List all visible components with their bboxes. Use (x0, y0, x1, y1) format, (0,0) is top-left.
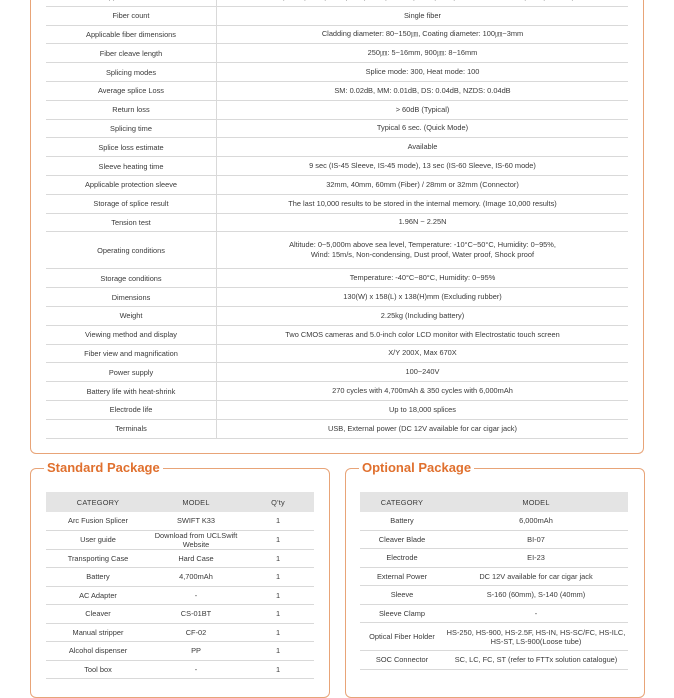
spec-value: Splice mode: 300, Heat mode: 100 (217, 63, 629, 82)
table-cell: 1 (242, 586, 314, 605)
column-header: MODEL (444, 492, 628, 512)
spec-label: Operating conditions (46, 232, 217, 269)
table-cell: - (150, 660, 242, 679)
spec-label: Power supply (46, 363, 217, 382)
spec-row (46, 419, 628, 438)
optional-package-title: Optional Package (359, 460, 474, 475)
table-cell: 1 (242, 549, 314, 568)
table-cell: DC 12V available for car cigar jack (444, 567, 628, 586)
spec-row (46, 194, 628, 213)
spec-value: 130(W) x 158(L) x 138(H)mm (Excluding rubber) (217, 288, 629, 307)
table-row (360, 530, 628, 549)
spec-row (46, 119, 628, 138)
table-cell: User guide (46, 530, 150, 549)
spec-label: Splice loss estimate (46, 138, 217, 157)
column-header: CATEGORY (46, 492, 150, 512)
table-cell: 1 (242, 568, 314, 587)
spec-label: Sleeve heating time (46, 157, 217, 176)
spec-row (46, 213, 628, 232)
table-cell: Sleeve (360, 586, 444, 605)
table-cell: Alcohol dispenser (46, 642, 150, 661)
table-cell: Arc Fusion Splicer (46, 512, 150, 530)
spec-row (46, 400, 628, 419)
table-row (46, 660, 314, 679)
table-cell: Cleaver Blade (360, 530, 444, 549)
table-cell: - (150, 586, 242, 605)
table-cell: SWIFT K33 (150, 512, 242, 530)
table-cell: 1 (242, 642, 314, 661)
spec-label: Viewing method and display (46, 325, 217, 344)
spec-row (46, 44, 628, 63)
spec-row (46, 306, 628, 325)
table-cell: 1 (242, 512, 314, 530)
table-cell: BI-07 (444, 530, 628, 549)
spec-row (46, 175, 628, 194)
spec-value: 100~240V (217, 363, 629, 382)
table-cell: HS-250, HS-900, HS-2.5F, HS-IN, HS-SC/FC, HS-ILC, HS-ST, LS-900(Loose tube) (444, 623, 628, 651)
spec-value: Available (217, 138, 629, 157)
spec-row (46, 100, 628, 119)
table-cell: 4,700mAh (150, 568, 242, 587)
spec-value-line: Altitude: 0~5,000m above sea level, Temperature: -10°C~50°C, Humidity: 0~95%, (289, 240, 556, 250)
spec-row (46, 157, 628, 176)
table-cell: Hard Case (150, 549, 242, 568)
table-cell: Battery (360, 512, 444, 530)
spec-label: Electrode life (46, 400, 217, 419)
spec-value (217, 232, 629, 269)
table-row (46, 512, 314, 530)
spec-value: Single fiber (217, 6, 629, 25)
table-row (46, 568, 314, 587)
spec-value: Typical 6 sec. (Quick Mode) (217, 119, 629, 138)
spec-value: Cladding diameter: 80~150㎛, Coating diameter: 100㎛~3mm (217, 25, 629, 44)
table-cell: Battery (46, 568, 150, 587)
table-cell: Transporting Case (46, 549, 150, 568)
table-row (360, 512, 628, 530)
table-cell: Download from UCLSwift Website (150, 530, 242, 549)
spec-value: Temperature: -40°C~80°C, Humidity: 0~95% (217, 269, 629, 288)
spec-label: Applicable protection sleeve (46, 175, 217, 194)
spec-value: 2.25kg (Including battery) (217, 306, 629, 325)
table-row (46, 586, 314, 605)
optional-package-table (360, 492, 628, 670)
spec-label: Tension test (46, 213, 217, 232)
spec-row (46, 269, 628, 288)
spec-label: Dimensions (46, 288, 217, 307)
table-cell: 1 (242, 623, 314, 642)
spec-row (46, 6, 628, 25)
table-cell: PP (150, 642, 242, 661)
column-header: Q'ty (242, 492, 314, 512)
spec-row (46, 232, 628, 269)
table-cell: EI-23 (444, 549, 628, 568)
spec-label: Fiber count (46, 6, 217, 25)
spec-row (46, 344, 628, 363)
spec-value: USB, External power (DC 12V available for car cigar jack) (217, 419, 629, 438)
spec-label: Average splice Loss (46, 81, 217, 100)
table-row (46, 605, 314, 624)
table-row (360, 623, 628, 651)
table-cell: Electrode (360, 549, 444, 568)
spec-row (46, 138, 628, 157)
spec-label: Fiber cleave length (46, 44, 217, 63)
table-cell: SC, LC, FC, ST (refer to FTTx solution catalogue) (444, 651, 628, 670)
spec-row (46, 325, 628, 344)
spec-value: 250㎛: 5~16mm, 900㎛: 8~16mm (217, 44, 629, 63)
table-cell: 1 (242, 605, 314, 624)
spec-label: Terminals (46, 419, 217, 438)
spec-value: 1.96N ~ 2.25N (217, 213, 629, 232)
spec-value: 32mm, 40mm, 60mm (Fiber) / 28mm or 32mm (Connector) (217, 175, 629, 194)
table-cell: Optical Fiber Holder (360, 623, 444, 651)
column-header: MODEL (150, 492, 242, 512)
spec-value: > 60dB (Typical) (217, 100, 629, 119)
table-cell: Manual stripper (46, 623, 150, 642)
table-cell: Sleeve Clamp (360, 604, 444, 623)
specifications-table (46, 0, 628, 439)
spec-row (46, 63, 628, 82)
table-row (360, 586, 628, 605)
spec-row (46, 25, 628, 44)
spec-value: Two CMOS cameras and 5.0-inch color LCD monitor with Electrostatic touch screen (217, 325, 629, 344)
spec-label: Storage conditions (46, 269, 217, 288)
table-row (46, 549, 314, 568)
table-cell: Tool box (46, 660, 150, 679)
table-cell: External Power (360, 567, 444, 586)
table-cell: - (444, 604, 628, 623)
spec-value: 270 cycles with 4,700mAh & 350 cycles with 6,000mAh (217, 382, 629, 401)
standard-package-title: Standard Package (44, 460, 163, 475)
spec-value: X/Y 200X, Max 670X (217, 344, 629, 363)
spec-label: Weight (46, 306, 217, 325)
table-row (46, 642, 314, 661)
table-row (360, 604, 628, 623)
table-cell: S-160 (60mm), S-140 (40mm) (444, 586, 628, 605)
table-cell: CS-01BT (150, 605, 242, 624)
table-cell: CF-02 (150, 623, 242, 642)
table-row (360, 567, 628, 586)
spec-label: Applicable fiber dimensions (46, 25, 217, 44)
table-cell: SOC Connector (360, 651, 444, 670)
table-row (46, 530, 314, 549)
spec-label: Battery life with heat-shrink (46, 382, 217, 401)
column-header: CATEGORY (360, 492, 444, 512)
table-row (46, 623, 314, 642)
spec-value: 9 sec (IS-45 Sleeve, IS-45 mode), 13 sec (IS-60 Sleeve, IS-60 mode) (217, 157, 629, 176)
table-cell: 1 (242, 530, 314, 549)
spec-row (46, 363, 628, 382)
spec-value: SM: 0.02dB, MM: 0.01dB, DS: 0.04dB, NZDS: 0.04dB (217, 81, 629, 100)
spec-row (46, 382, 628, 401)
spec-value: Up to 18,000 splices (217, 400, 629, 419)
table-row (360, 651, 628, 670)
spec-value-line: Wind: 15m/s, Non-condensing, Dust proof, Water proof, Shock proof (310, 250, 535, 260)
spec-value: The last 10,000 results to be stored in the internal memory. (Image 10,000 results) (217, 194, 629, 213)
spec-label: Return loss (46, 100, 217, 119)
spec-row (46, 288, 628, 307)
spec-label: Splicing modes (46, 63, 217, 82)
spec-row (46, 81, 628, 100)
table-cell: Cleaver (46, 605, 150, 624)
spec-label: Splicing time (46, 119, 217, 138)
spec-label: Fiber view and magnification (46, 344, 217, 363)
table-cell: 1 (242, 660, 314, 679)
table-cell: AC Adapter (46, 586, 150, 605)
standard-package-table (46, 492, 314, 679)
table-cell: 6,000mAh (444, 512, 628, 530)
spec-label: Storage of splice result (46, 194, 217, 213)
table-row (360, 549, 628, 568)
